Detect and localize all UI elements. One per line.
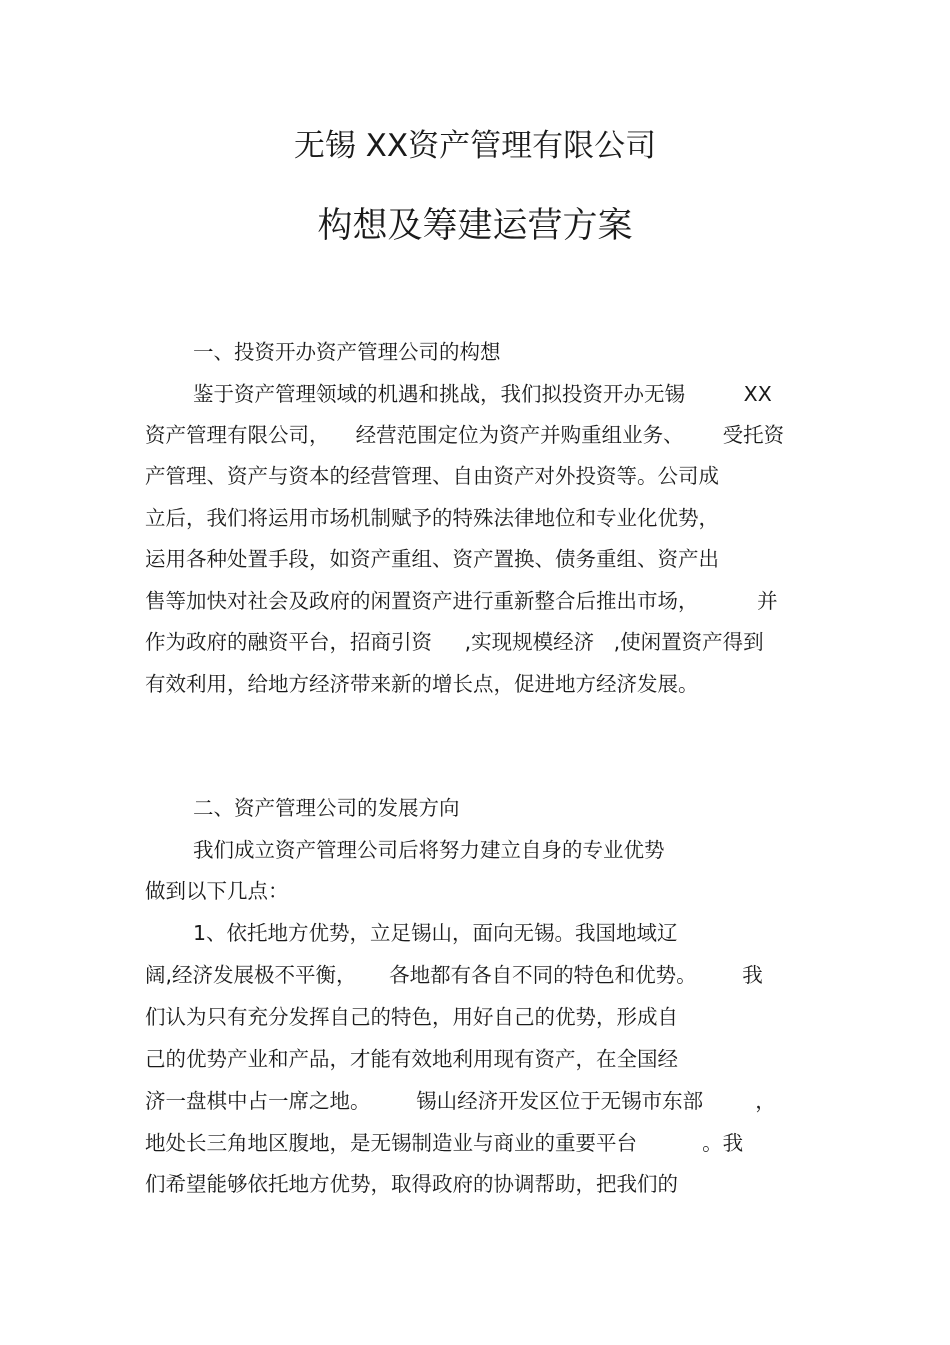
section1-line: 售等加快对社会及政府的闲置资产进行重新整合后推出市场， 并	[145, 589, 778, 613]
section2-line: 们希望能够依托地方优势，取得政府的协调帮助，把我们的	[145, 1172, 678, 1196]
section1-line: 有效利用，给地方经济带来新的增长点，促进地方经济发展。	[145, 672, 699, 696]
section2-line: 济一盘棋中占一席之地。 锡山经济开发区位于无锡市东部 ，	[145, 1089, 776, 1113]
section1-line: 资产管理有限公司， 经营范围定位为资产并购重组业务、 受托资	[145, 423, 785, 447]
section1-heading: 一、投资开办资产管理公司的构想	[193, 340, 501, 364]
section1-line: 鉴于资产管理领域的机遇和挑战，我们拟投资开办无锡 XX	[193, 382, 772, 406]
section2-line: 1、依托地方优势，立足锡山，面向无锡。我国地域辽	[193, 921, 678, 945]
section1-line: 作为政府的融资平台，招商引资 ,实现规模经济 ,使闲置资产得到	[145, 630, 764, 654]
document-title-line1: 无锡 XX资产管理有限公司	[293, 128, 657, 164]
section2-line: 做到以下几点：	[145, 879, 289, 903]
section2-line: 们认为只有充分发挥自己的特色，用好自己的优势，形成自	[145, 1005, 678, 1029]
section1-line: 立后，我们将运用市场机制赋予的特殊法律地位和专业化优势，	[145, 506, 719, 530]
section2-line: 阔,经济发展极不平衡， 各地都有各自不同的特色和优势。 我	[145, 963, 763, 987]
section2-line: 己的优势产业和产品，才能有效地利用现有资产，在全国经	[145, 1047, 678, 1071]
section1-line: 产管理、资产与资本的经营管理、自由资产对外投资等。公司成	[145, 464, 719, 488]
section2-heading: 二、资产管理公司的发展方向	[193, 796, 460, 820]
section2-line: 地处长三角地区腹地，是无锡制造业与商业的重要平台 。我	[145, 1131, 744, 1155]
document-title-line2: 构想及筹建运营方案	[317, 206, 633, 246]
section2-line: 我们成立资产管理公司后将努力建立自身的专业优势	[193, 838, 665, 862]
section1-line: 运用各种处置手段，如资产重组、资产置换、债务重组、资产出	[145, 547, 719, 571]
